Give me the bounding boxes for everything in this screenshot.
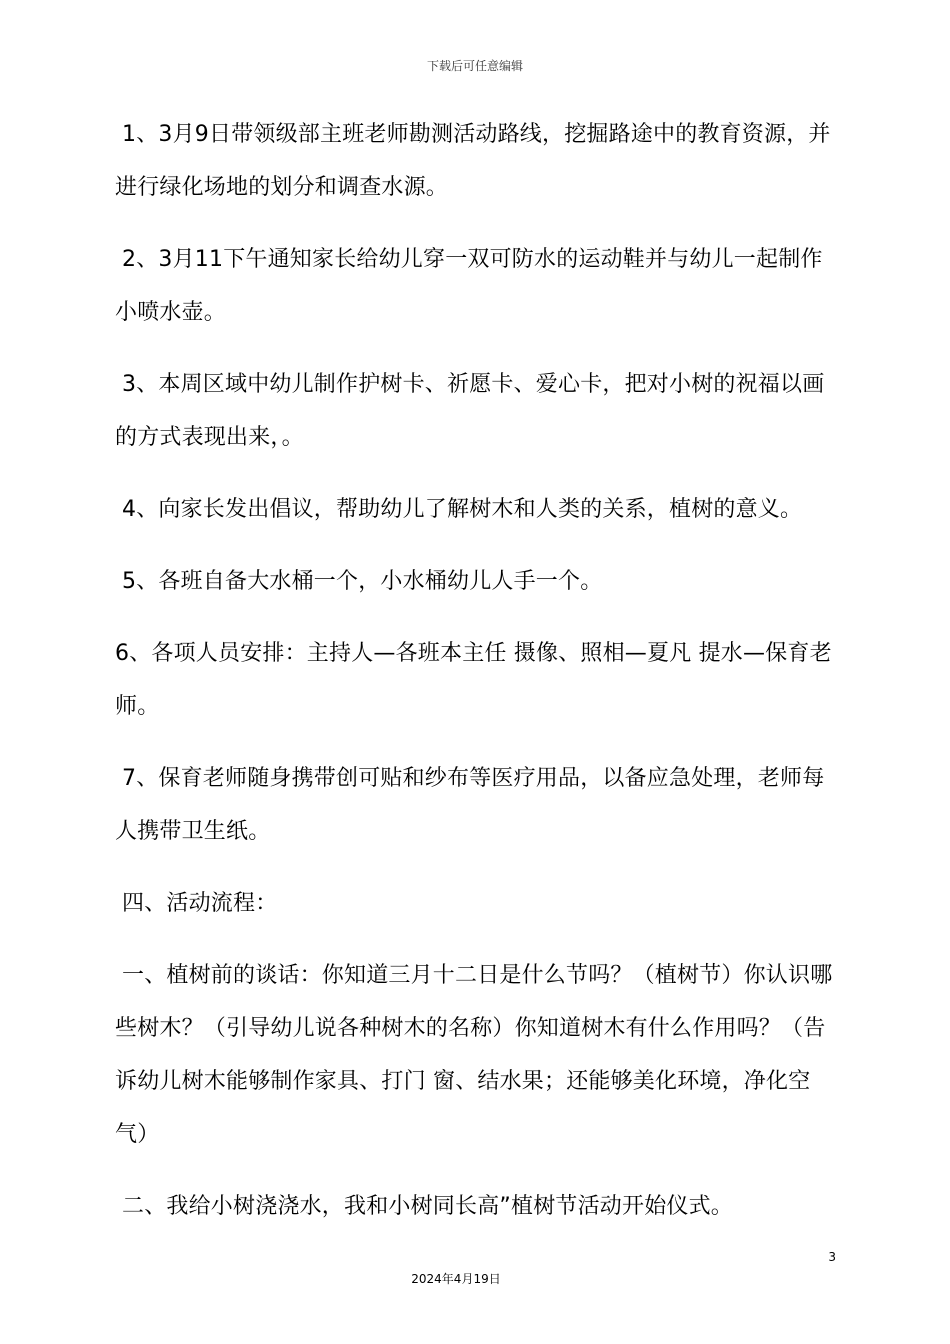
- paragraph-pre-planting-talk: 一、植树前的谈话：你知道三月十二日是什么节吗？（植树节）你认识哪些树木？（引导幼儿说各种树木的名称）你知道树木有什么作用吗？（告诉幼儿树木能够制作家具、打门 窗、结水果；还能够美化环境，净化空气）: [115, 963, 833, 1147]
- footer-date: 2024年4月19日: [411, 1272, 501, 1286]
- paragraph-3: 3、本周区域中幼儿制作护树卡、祈愿卡、爱心卡，把对小树的祝福以画的方式表现出来，。: [115, 372, 825, 450]
- header-note: 下载后可任意编辑: [426, 59, 523, 73]
- paragraph-1: 1、3月9日带领级部主班老师勘测活动路线，挖掘路途中的教育资源，并进行绿化场地的划分和调查水源。: [115, 122, 831, 200]
- paragraph-6: 6、各项人员安排：主持人—各班本主任 摄像、照相—夏凡 提水—保育老师。: [115, 641, 832, 719]
- paragraph-5: 5、各班自备大水桶一个，小水桶幼儿人手一个。: [122, 569, 603, 594]
- paragraph-watering-ceremony: 二、我给小树浇浇水，我和小树同长高”植树节活动开始仪式。: [122, 1194, 733, 1219]
- page-number: 3: [828, 1250, 836, 1264]
- section-heading-activity-flow: 四、活动流程：: [122, 891, 278, 916]
- paragraph-7: 7、保育老师随身携带创可贴和纱布等医疗用品，以备应急处理，老师每人携带卫生纸。: [115, 766, 825, 844]
- document-body: [115, 108, 835, 1252]
- paragraph-4: 4、向家长发出倡议，帮助幼儿了解树木和人类的关系，植树的意义。: [122, 497, 803, 522]
- paragraph-2: 2、3月11下午通知家长给幼儿穿一双可防水的运动鞋并与幼儿一起制作小喷水壶。: [115, 247, 823, 325]
